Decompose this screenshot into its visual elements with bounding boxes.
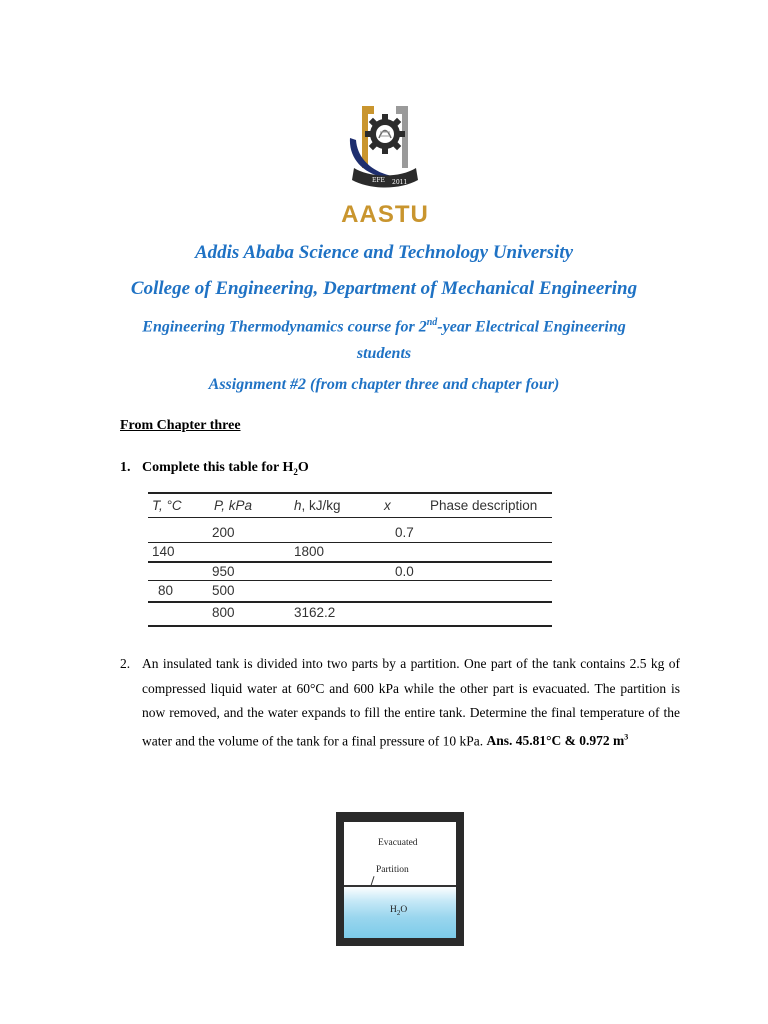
table-cell-p: 950 xyxy=(212,564,235,579)
header-quality-text: x xyxy=(384,498,391,513)
header-enthalpy-unit: , kJ/kg xyxy=(301,498,341,513)
tank-partition xyxy=(344,885,456,887)
college-title: College of Engineering, Department of Mechanical Engineering xyxy=(130,278,638,299)
table-cell-p: 800 xyxy=(212,605,235,620)
course-title-sup: nd xyxy=(426,317,438,328)
label-water-sub: 2 xyxy=(396,908,401,917)
insulated-tank-figure xyxy=(336,812,464,946)
label-partition: Partition xyxy=(376,865,409,875)
header-enthalpy xyxy=(294,497,341,515)
question-2-answer-sup: 3 xyxy=(624,732,629,742)
header-pressure-text: P, kPa xyxy=(214,498,253,513)
header-enthalpy-symbol: h xyxy=(294,498,302,513)
table-row-rule xyxy=(148,542,552,543)
course-title-pre: Engineering Thermodynamics course for 2 xyxy=(142,318,427,336)
course-title xyxy=(0,312,768,338)
table-row-rule xyxy=(148,580,552,581)
label-water-post: O xyxy=(400,905,408,915)
table-cell-t: 80 xyxy=(158,583,174,598)
question-1-number: 1. xyxy=(120,460,131,475)
question-1-text-pre: Complete this table for H xyxy=(142,460,294,475)
header-phase: Phase description xyxy=(430,498,538,513)
table-cell-t: 140 xyxy=(152,544,175,559)
table-cell-p: 500 xyxy=(212,583,235,598)
aastu-logo-emblem xyxy=(340,98,430,198)
header-temperature-text: T, °C xyxy=(152,498,182,513)
table-row-rule xyxy=(148,561,552,563)
question-2-answer xyxy=(487,733,629,748)
course-title-line2: students xyxy=(356,345,412,362)
label-water-pre: H xyxy=(390,905,397,915)
university-title: Addis Ababa Science and Technology University xyxy=(194,242,574,263)
seal-year-text: 2011 xyxy=(392,179,408,186)
label-water xyxy=(390,905,407,917)
question-2-answer-text: Ans. 45.81°C & 0.972 m xyxy=(486,733,625,748)
assignment-title: Assignment #2 (from chapter three and chapter four) xyxy=(208,376,560,393)
question-2-number: 2. xyxy=(120,656,131,671)
question-2 xyxy=(120,652,680,754)
table-cell-p: 200 xyxy=(212,525,235,540)
table-cell-x: 0.7 xyxy=(395,525,414,540)
course-title-post: -year Electrical Engineering xyxy=(437,318,626,336)
table-cell-x: 0.0 xyxy=(395,564,414,579)
question-1-text-post: O xyxy=(297,460,309,475)
question-2-body xyxy=(142,652,680,754)
table-bottom-rule xyxy=(148,625,552,627)
question-1-text-sub: 2 xyxy=(293,466,298,477)
table-header-rule xyxy=(148,517,552,518)
header-quality xyxy=(384,497,391,515)
question-1 xyxy=(120,459,309,481)
header-pressure xyxy=(214,497,252,515)
header-temperature xyxy=(152,497,182,515)
table-top-rule xyxy=(148,492,552,494)
question-2-text: An insulated tank is divided into two parts by a partition. One part of the tank contains 2.5 kg of compressed liquid water at 60°C and 600 kPa while the other part is evacuated. The partition is now removed, and the water expands to fill the entire tank. Determine the final temperature of the water and the volume of the tank for a final pressure of 10 kPa. xyxy=(142,656,680,748)
table-row-rule xyxy=(148,601,552,603)
table-cell-h: 1800 xyxy=(294,544,325,559)
label-evacuated: Evacuated xyxy=(378,838,418,848)
seal-ribbon-text: EFE xyxy=(372,177,385,184)
steam-property-table xyxy=(148,492,552,628)
table-cell-h: 3162.2 xyxy=(294,605,336,620)
logo-wordmark: AASTU xyxy=(341,201,429,228)
section-title: From Chapter three xyxy=(120,418,241,433)
